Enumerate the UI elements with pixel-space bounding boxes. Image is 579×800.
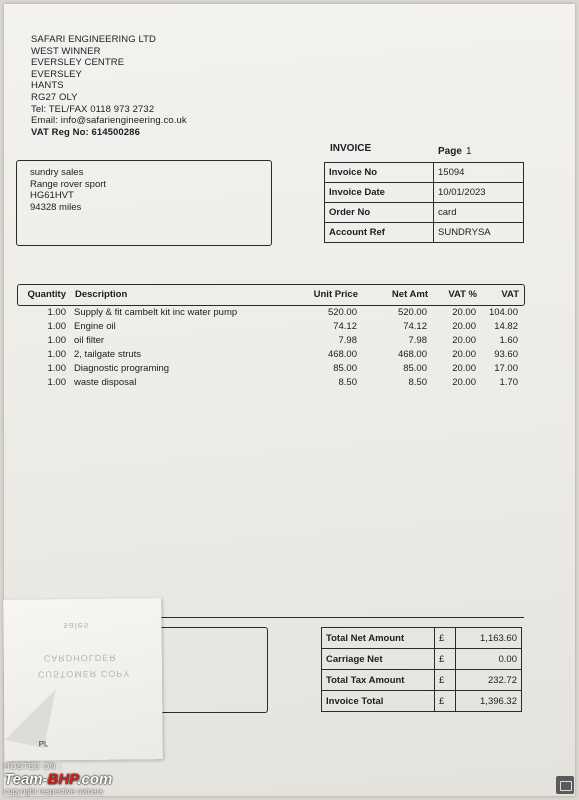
totals-table — [321, 627, 522, 712]
card-receipt-overlay — [3, 598, 163, 761]
totals-currency: £ — [435, 628, 456, 649]
company-address-line: EVERSLEY — [31, 68, 82, 80]
meta-label: Invoice No — [325, 163, 434, 183]
meta-value: 10/01/2023 — [434, 183, 524, 203]
cell-net: 7.98 — [408, 335, 427, 346]
cell-description: waste disposal — [74, 377, 137, 388]
cell-description: Supply & fit cambelt kit inc water pump — [74, 307, 238, 318]
cell-vat: 93.60 — [494, 349, 518, 360]
cell-vat-percent: 20.00 — [452, 335, 476, 346]
cell-net: 8.50 — [408, 377, 427, 388]
vat-label: VAT Reg No: — [31, 126, 89, 138]
company-address-line: EVERSLEY CENTRE — [31, 57, 125, 69]
cell-vat: 14.82 — [494, 321, 518, 332]
customer-lines — [30, 167, 106, 213]
meta-label: Account Ref — [325, 223, 434, 243]
invoice-title: INVOICE — [330, 143, 372, 154]
customer-line: 94328 miles — [30, 201, 82, 213]
meta-row — [325, 183, 524, 203]
meta-label: Invoice Date — [325, 183, 434, 203]
totals-value: 1,163.60 — [456, 628, 522, 649]
cell-vat-percent: 20.00 — [452, 307, 476, 318]
company-block — [31, 34, 187, 138]
cell-description: oil filter — [74, 335, 105, 346]
totals-label: Total Tax Amount — [322, 670, 435, 691]
company-email: Email: info@safariengineering.co.uk — [31, 115, 187, 127]
image-viewer-icon[interactable] — [556, 776, 574, 794]
cell-description: Engine oil — [74, 321, 116, 332]
table-row — [17, 320, 523, 334]
cell-qty: 1.00 — [47, 321, 66, 332]
cell-vat-percent: 20.00 — [452, 377, 476, 388]
cell-unit-price: 7.98 — [338, 335, 357, 346]
receipt-ghost-text: CARDHOLDER — [43, 652, 117, 664]
meta-row — [325, 223, 524, 243]
company-address-line: RG27 OLY — [31, 91, 78, 103]
totals-row — [322, 628, 522, 649]
table-row — [17, 306, 523, 320]
cell-vat-percent: 20.00 — [452, 349, 476, 360]
totals-currency: £ — [435, 649, 456, 670]
meta-row — [325, 163, 524, 183]
invoice-meta-table — [324, 162, 524, 243]
meta-label: Order No — [325, 203, 434, 223]
totals-value: 0.00 — [456, 649, 522, 670]
header-quantity: Quantity — [27, 289, 66, 300]
company-address-line: WEST WINNER — [31, 45, 101, 57]
company-name: SAFARI ENGINEERING LTD — [31, 34, 157, 45]
cell-unit-price: 8.50 — [338, 377, 357, 388]
line-items-header — [17, 284, 525, 306]
totals-label: Total Net Amount — [322, 628, 435, 649]
page-label: Page — [438, 146, 462, 157]
totals-value: 1,396.32 — [456, 691, 522, 712]
watermark-hosted: HOSTED ON : — [4, 762, 62, 771]
totals-currency: £ — [435, 691, 456, 712]
cell-unit-price: 74.12 — [333, 321, 357, 332]
meta-value: SUNDRYSA — [434, 223, 524, 243]
totals-value: 232.72 — [456, 670, 522, 691]
cell-net: 85.00 — [403, 363, 427, 374]
cell-unit-price: 520.00 — [327, 307, 357, 318]
cell-unit-price: 85.00 — [333, 363, 357, 374]
line-items — [17, 306, 523, 390]
customer-line: HG61HVT — [30, 190, 74, 202]
vat-number: 614500286 — [91, 126, 140, 138]
receipt-curl — [5, 681, 56, 748]
totals-currency: £ — [435, 670, 456, 691]
table-row — [17, 376, 523, 390]
cell-unit-price: 468.00 — [327, 349, 357, 360]
table-row — [17, 334, 523, 348]
totals-label: Invoice Total — [322, 691, 435, 712]
header-vat-percent: VAT % — [448, 289, 477, 300]
receipt-corner-text: PL — [38, 739, 49, 749]
cell-description: 2, tailgate struts — [74, 349, 142, 360]
cell-description: Diagnostic programing — [74, 363, 170, 374]
totals-row — [322, 670, 522, 691]
company-vat — [31, 127, 187, 139]
header-vat: VAT — [501, 289, 519, 300]
table-row — [17, 362, 523, 376]
header-description: Description — [75, 289, 128, 300]
cell-net: 468.00 — [397, 349, 427, 360]
company-address-line: HANTS — [31, 80, 64, 92]
page-number: 1 — [466, 146, 472, 157]
cell-net: 520.00 — [397, 307, 427, 318]
cell-vat: 1.70 — [499, 377, 518, 388]
company-tel: Tel: TEL/FAX 0118 973 2732 — [31, 103, 155, 115]
receipt-ghost-text: sales — [63, 620, 90, 632]
cell-vat: 1.60 — [499, 335, 518, 346]
header-net-amount: Net Amt — [391, 289, 428, 300]
totals-label: Carriage Net — [322, 649, 435, 670]
cell-qty: 1.00 — [47, 377, 66, 388]
receipt-ghost-text: CUSTOMER COPY — [37, 668, 131, 680]
cell-qty: 1.00 — [47, 307, 66, 318]
watermark-logo — [4, 771, 112, 788]
watermark-copyright: copyright respective owners — [4, 787, 104, 796]
logo-left: Team- — [4, 771, 48, 788]
table-row — [17, 348, 523, 362]
meta-value: card — [434, 203, 524, 223]
meta-value: 15094 — [434, 163, 524, 183]
cell-qty: 1.00 — [47, 349, 66, 360]
logo-right: BHP — [47, 771, 78, 788]
cell-net: 74.12 — [403, 321, 427, 332]
logo-suffix: .com — [77, 771, 113, 788]
customer-line: Range rover sport — [30, 178, 107, 190]
cell-vat: 17.00 — [494, 363, 518, 374]
header-unit-price: Unit Price — [313, 289, 358, 300]
totals-row — [322, 649, 522, 670]
totals-row — [322, 691, 522, 712]
meta-row — [325, 203, 524, 223]
cell-vat-percent: 20.00 — [452, 321, 476, 332]
cell-qty: 1.00 — [47, 363, 66, 374]
cell-vat-percent: 20.00 — [452, 363, 476, 374]
customer-line: sundry sales — [30, 167, 84, 178]
cell-vat: 104.00 — [488, 307, 518, 318]
cell-qty: 1.00 — [47, 335, 66, 346]
